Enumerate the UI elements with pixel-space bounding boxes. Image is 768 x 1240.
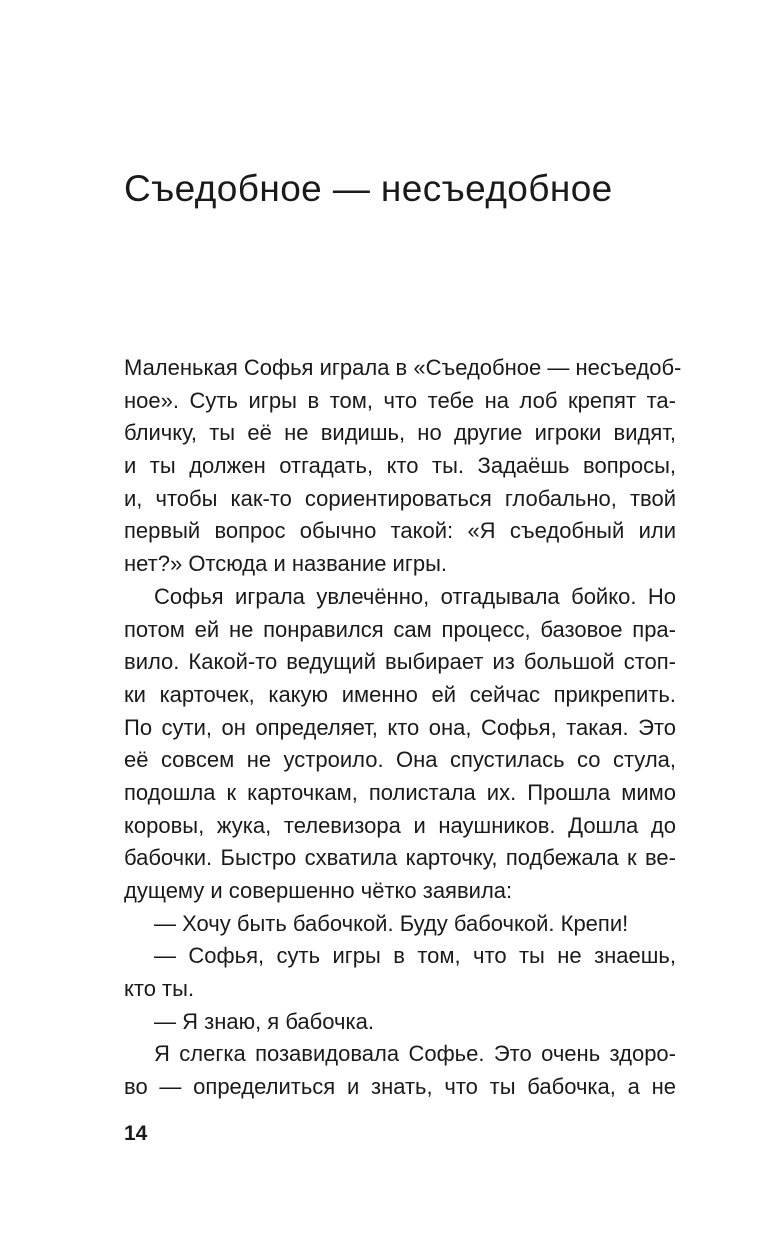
text-line: Софья играла увлечённо, отгадывала бойко. Но [154,583,676,609]
body-text [124,352,682,1104]
text-line: подошла к карточкам, полистала их. Прошла мимо [124,779,676,805]
text-line: и ты должен отгадать, кто ты. Задаёшь вопросы, [124,453,676,479]
text-line: ки карточек, какую именно ей сейчас прикрепить. [124,681,676,707]
text-line: нет?» Отсюда и название игры. [124,551,448,577]
text-line: — Я знаю, я бабочка. [154,1008,374,1034]
page-number: 14 [124,1122,148,1145]
text-line: — Софья, суть игры в том, что ты не знаешь, [154,943,676,969]
text-line: бличку, ты её не видишь, но другие игроки видят, [124,420,676,446]
text-line: коровы, жука, телевизора и наушников. Дошла до [124,812,676,838]
text-line: дущему и совершенно чётко заявила: [124,878,513,903]
text-line: её совсем не устроило. Она спустилась со стула, [124,747,676,773]
text-line: и, чтобы как-то сориентироваться глобально, твой [124,485,676,511]
text-line: Маленькая Софья играла в «Съедобное — несъедоб- [124,355,682,380]
text-line: потом ей не понравился сам процесс, базовое пра- [124,616,676,642]
text-line: кто ты. [124,976,195,1002]
text-line: Я слегка позавидовала Софье. Это очень здоро- [154,1041,676,1067]
chapter-title: Съедобное — несъедобное [124,168,613,209]
text-line: По сути, он определяет, кто она, Софья, такая. Это [124,714,676,740]
text-line: бабочки. Быстро схватила карточку, подбежала к ве- [124,845,676,871]
text-line: первый вопрос обычно такой: «Я съедобный или [124,518,676,544]
text-line: ное». Суть игры в том, что тебе на лоб крепят та- [124,387,676,413]
text-line: — Хочу быть бабочкой. Буду бабочкой. Крепи! [154,910,629,936]
text-line: вило. Какой-то ведущий выбирает из большой стоп- [124,649,676,675]
text-line: во — определиться и знать, что ты бабочка, а не [124,1074,676,1100]
